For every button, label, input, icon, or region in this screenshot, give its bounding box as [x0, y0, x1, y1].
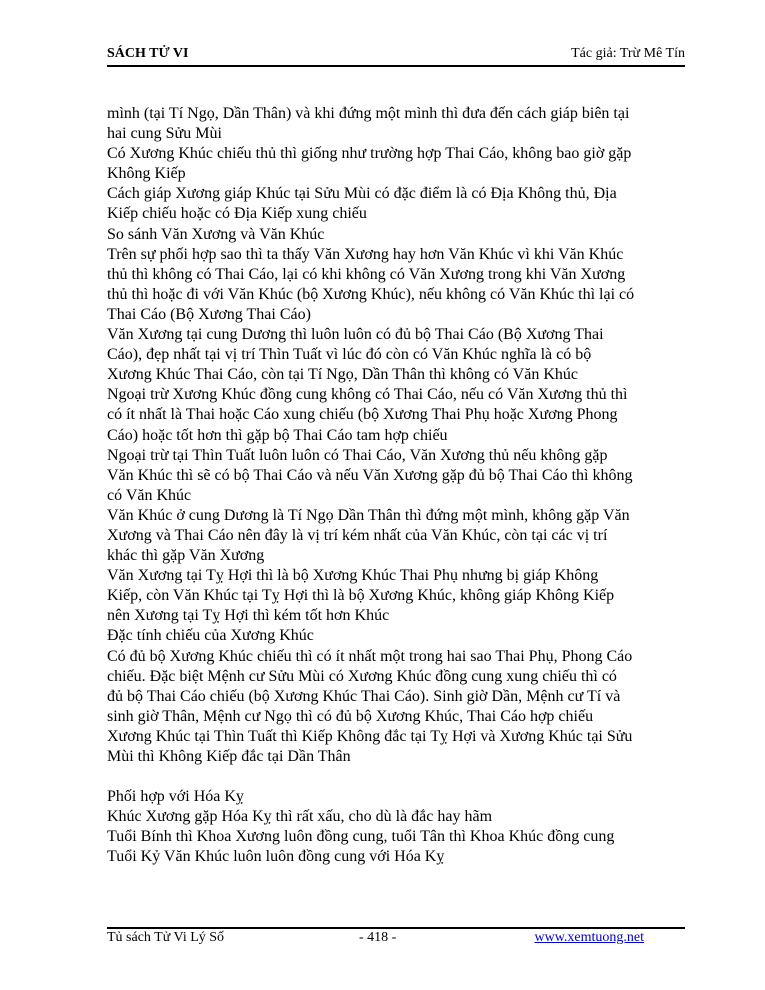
text-line: có ít nhất là Thai hoặc Cáo xung chiếu (bộ Xương Thai Phụ hoặc Xương Phong — [107, 406, 618, 424]
page-header — [107, 46, 685, 66]
text-line: Cáo) hoặc tốt hơn thì gặp bộ Thai Cáo tam hợp chiếu — [107, 426, 448, 444]
text-line: sinh giờ Thân, Mệnh cư Ngọ thì có đủ bộ Xương Khúc, Thai Cáo hợp chiếu — [107, 707, 594, 725]
text-line: Cáo), đẹp nhất tại vị trí Thìn Tuất vì lúc đó còn có Văn Khúc nghĩa là có bộ — [107, 346, 592, 364]
text-line: Ngoại trừ tại Thìn Tuất luôn luôn có Thai Cáo, Văn Xương thủ nếu không gặp — [107, 446, 608, 464]
text-line: Văn Khúc thì sẽ có bộ Thai Cáo và nếu Văn Xương gặp đủ bộ Thai Cáo thì không — [107, 466, 633, 484]
page-footer — [107, 930, 685, 948]
body-text — [107, 104, 689, 868]
text-line: Kiếp chiếu hoặc có Địa Kiếp xung chiếu — [107, 205, 367, 223]
footer-divider — [107, 927, 685, 929]
text-line: Văn Khúc ở cung Dương là Tí Ngọ Dần Thân thì đứng một mình, không gặp Văn — [107, 506, 630, 524]
text-line: nên Xương tại Tỵ Hợi thì kém tốt hơn Khúc — [107, 607, 390, 625]
website-link[interactable]: www.xemtuong.net — [534, 930, 644, 945]
text-line: thủ thì hoặc đi với Văn Khúc (bộ Xương Khúc), nếu không có Văn Khúc thì lại có — [107, 285, 635, 303]
book-title: SÁCH TỬ VI — [107, 46, 189, 61]
text-line: Mùi thì Không Kiếp đắc tại Dần Thân — [107, 748, 351, 765]
text-line: Đặc tính chiếu của Xương Khúc — [107, 627, 314, 645]
text-line: khác thì gặp Văn Xương — [107, 547, 265, 565]
text-line: Tuổi Kỷ Văn Khúc luôn luôn đồng cung với Hóa Kỵ — [107, 848, 445, 866]
text-line: Có Xương Khúc chiếu thủ thì giống như trường hợp Thai Cáo, không bao giờ gặp — [107, 145, 632, 163]
text-line: đủ bộ Thai Cáo chiếu (bộ Xương Khúc Thai Cáo). Sinh giờ Dần, Mệnh cư Tí và — [107, 687, 621, 705]
text-line: Xương Khúc tại Thìn Tuất thì Kiếp Không đắc tại Tỵ Hợi và Xương Khúc tại Sửu — [107, 727, 633, 745]
text-line: Có đủ bộ Xương Khúc chiếu thì có ít nhất một trong hai sao Thai Phụ, Phong Cáo — [107, 647, 633, 665]
text-line: Khúc Xương gặp Hóa Kỵ thì rất xấu, cho dù là đắc hay hãm — [107, 808, 493, 826]
author-label: Tác giả: Trừ Mê Tín — [571, 46, 685, 61]
text-line: Ngoại trừ Xương Khúc đồng cung không có Thai Cáo, nếu có Văn Xương thủ thì — [107, 386, 628, 404]
text-line: Phối hợp với Hóa Kỵ — [107, 788, 244, 806]
text-line: So sánh Văn Xương và Văn Khúc — [107, 225, 325, 243]
text-line: Trên sự phối hợp sao thì ta thấy Văn Xương hay hơn Văn Khúc vì khi Văn Khúc — [107, 245, 624, 263]
text-line: Không Kiếp — [107, 165, 186, 183]
text-line: Thai Cáo (Bộ Xương Thai Cáo) — [107, 305, 311, 323]
text-line: Tuổi Bính thì Khoa Xương luôn đồng cung, tuổi Tân thì Khoa Khúc đồng cung — [107, 828, 615, 846]
text-line: Cách giáp Xương giáp Khúc tại Sửu Mùi có đặc điểm là có Địa Không thủ, Địa — [107, 185, 617, 203]
text-line: chiếu. Đặc biệt Mệnh cư Sửu Mùi có Xương Khúc đồng cung xung chiếu thì có — [107, 667, 617, 685]
text-line: mình (tại Tí Ngọ, Dần Thân) và khi đứng một mình thì đưa đến cách giáp biên tại — [107, 105, 630, 122]
header-divider — [107, 65, 685, 67]
text-line: Kiếp, còn Văn Khúc tại Tỵ Hợi thì là bộ Xương Khúc, không giáp Không Kiếp — [107, 587, 615, 605]
text-line: Văn Xương tại cung Dương thì luôn luôn có đủ bộ Thai Cáo (Bộ Xương Thai — [107, 326, 604, 344]
paragraph-gap — [107, 767, 689, 787]
text-line: Xương Khúc Thai Cáo, còn tại Tí Ngọ, Dần Thân thì không có Văn Khúc — [107, 366, 578, 384]
text-line: có Văn Khúc — [107, 486, 192, 504]
text-line: hai cung Sửu Mùi — [107, 125, 222, 143]
text-line: thủ thì không có Thai Cáo, lại có khi không có Văn Xương trong khi Văn Xương — [107, 265, 626, 283]
text-line: Văn Xương tại Tỵ Hợi thì là bộ Xương Khúc Thai Phụ nhưng bị giáp Không — [107, 567, 599, 585]
text-line: Xương và Thai Cáo nên đây là vị trí kém nhất của Văn Khúc, còn tại các vị trí — [107, 526, 608, 544]
footer-series-label: Tủ sách Tử Vi Lý Số — [107, 930, 225, 945]
page-number: - 418 - — [359, 930, 397, 945]
